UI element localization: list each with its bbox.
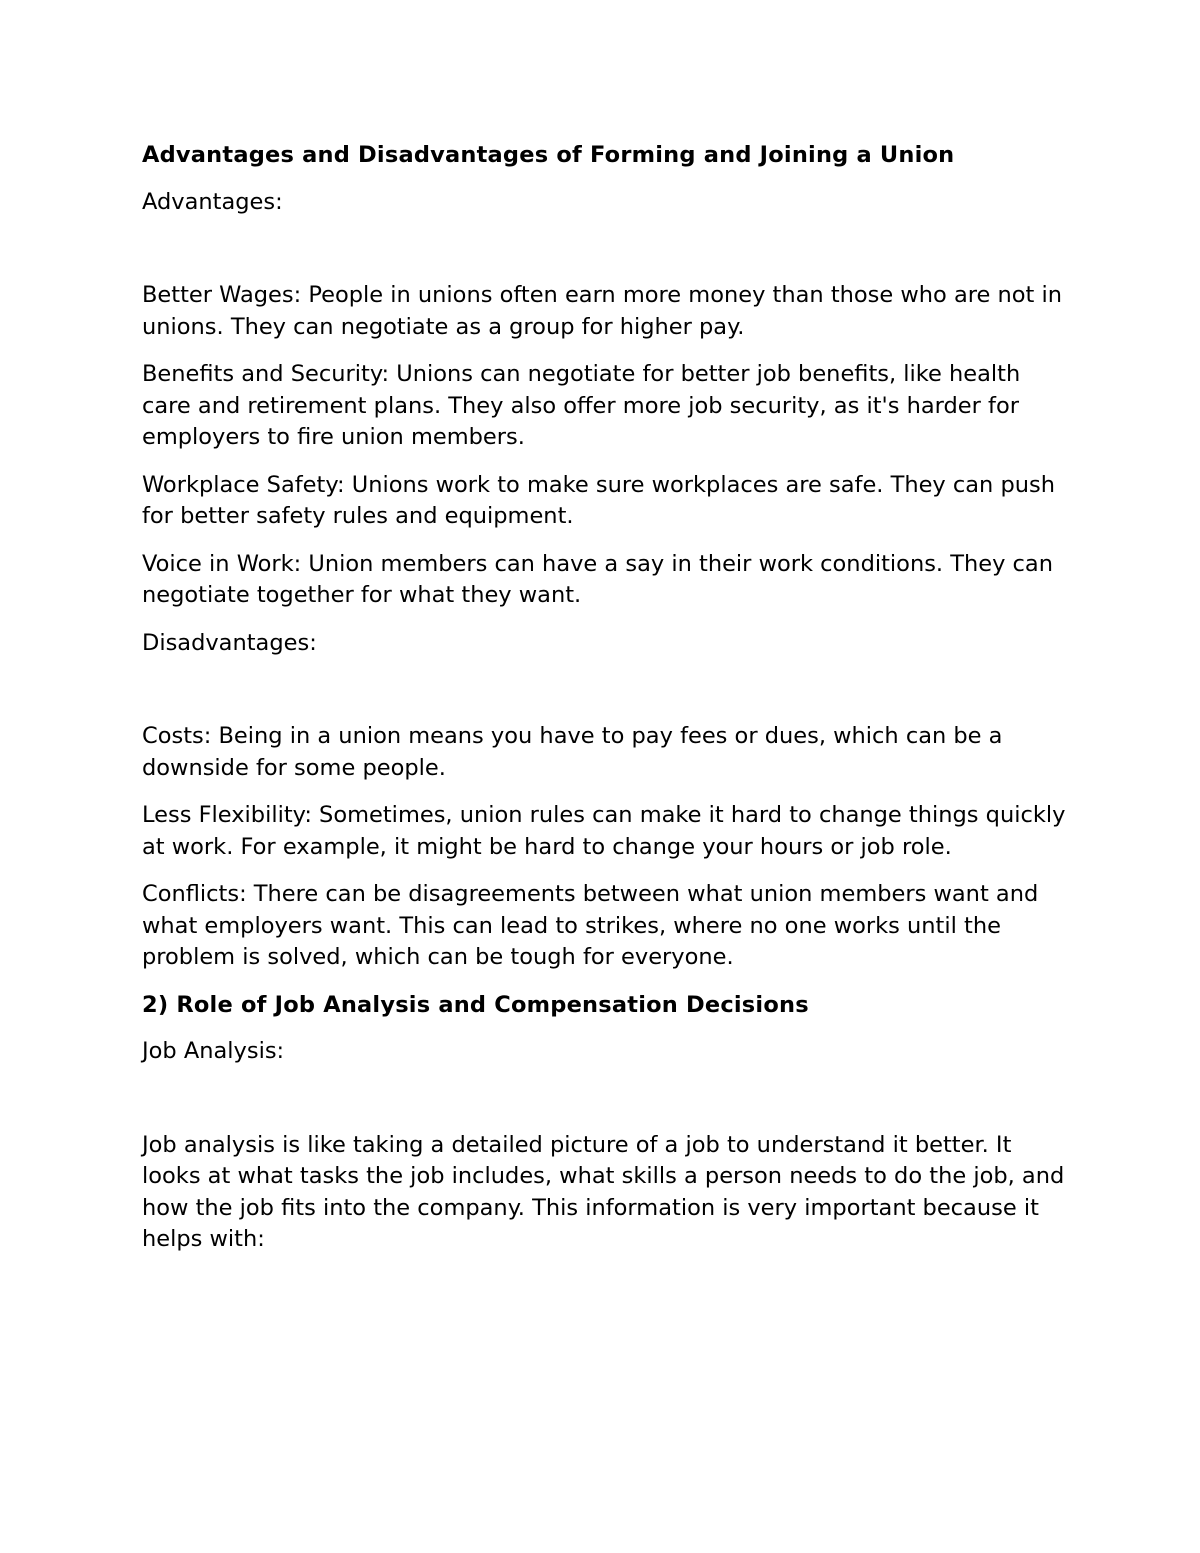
disadvantage-costs: Costs: Being in a union means you have to pay fees or dues, which can be a downside for some people.	[142, 723, 1003, 781]
document-title: Advantages and Disadvantages of Forming and Joining a Union	[142, 142, 955, 168]
advantage-voice-in-work: Voice in Work: Union members can have a say in their work conditions. They can negotiate together for what they want.	[142, 550, 1053, 608]
advantage-better-wages: Better Wages: People in unions often earn more money than those who are not in unions. They can negotiate as a group for higher pay.	[142, 282, 1063, 340]
disadvantages-label: Disadvantages:	[142, 629, 317, 656]
advantage-workplace-safety: Workplace Safety: Unions work to make sure workplaces are safe. They can push for better safety rules and equipment.	[142, 471, 1055, 529]
advantages-label: Advantages:	[142, 188, 283, 215]
section-2-title: 2) Role of Job Analysis and Compensation Decisions	[142, 991, 809, 1018]
disadvantage-less-flexibility: Less Flexibility: Sometimes, union rules can make it hard to change things quickly at work. For example, it might be hard to change your hours or job role.	[142, 802, 1066, 860]
job-analysis-paragraph: Job analysis is like taking a detailed picture of a job to understand it better. It looks at what tasks the job includes, what skills a person needs to do the job, and how the job fits into the company. This information is very important because it helps with:	[142, 1131, 1065, 1252]
job-analysis-label: Job Analysis:	[142, 1038, 285, 1064]
document-body	[142, 140, 1072, 1256]
advantage-benefits-security: Benefits and Security: Unions can negotiate for better job benefits, like health care and retirement plans. They also offer more job security, as it's harder for employers to fire union members.	[142, 361, 1021, 450]
disadvantage-conflicts: Conflicts: There can be disagreements between what union members want and what employers want. This can lead to strikes, where no one works until the problem is solved, which can be tough for everyone.	[142, 881, 1039, 970]
